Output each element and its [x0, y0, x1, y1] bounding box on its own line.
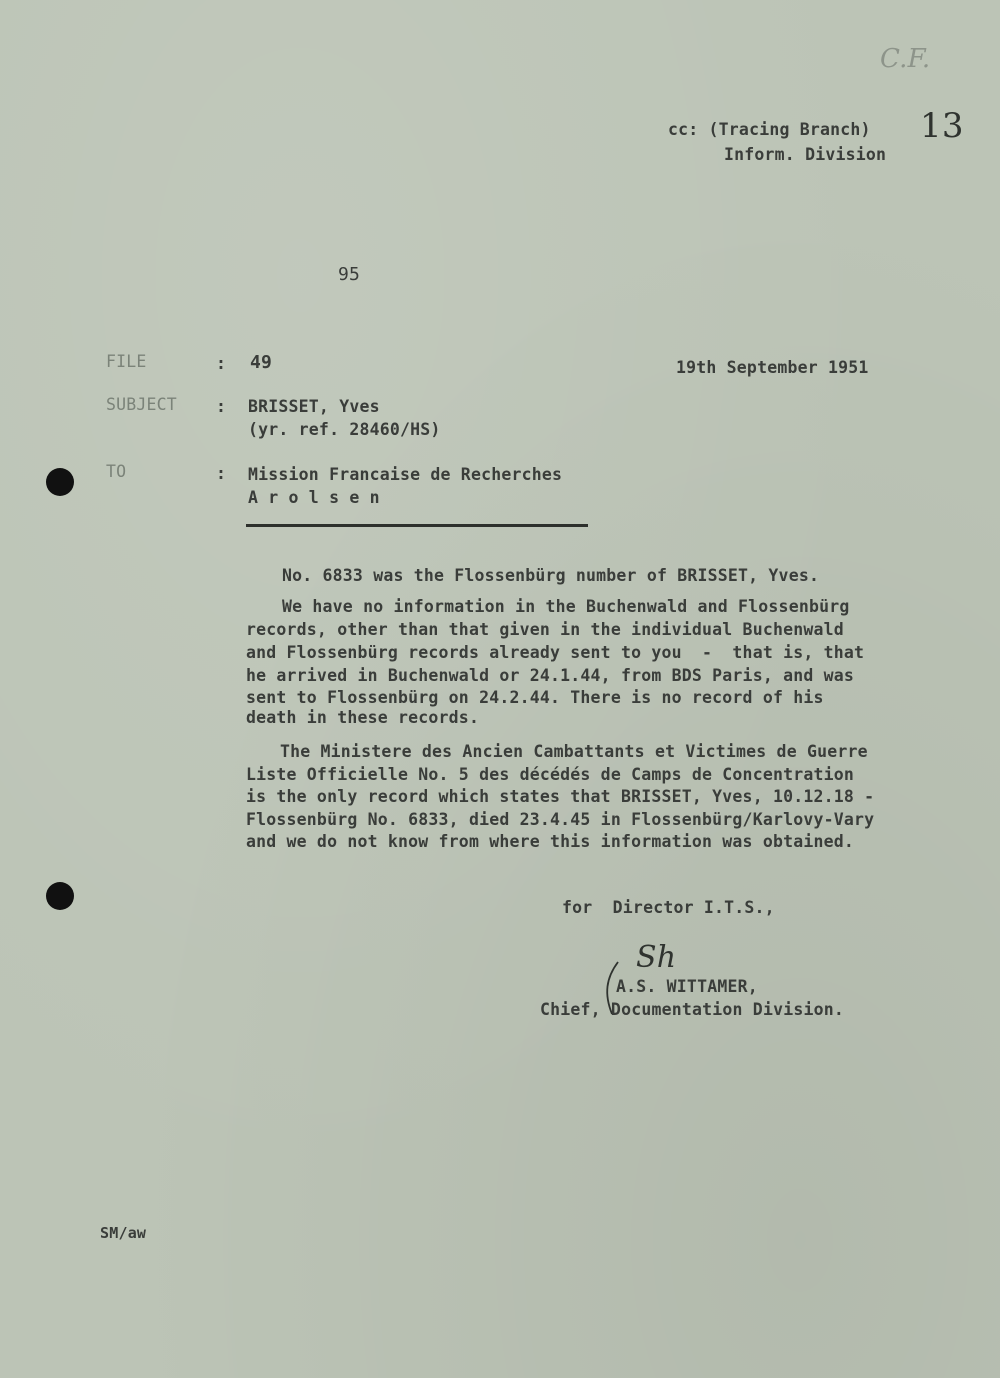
cc-line-2: Inform. Division [724, 145, 887, 164]
paragraph-3-line: The Ministere des Ancien Cambattants et Victimes de Guerre [280, 742, 868, 761]
paragraph-3-line: and we do not know from where this information was obtained. [246, 832, 855, 851]
file-label: FILE [106, 352, 147, 371]
cc-line-1: cc: (Tracing Branch) [668, 120, 871, 139]
to-location: A r o l s e n [248, 488, 380, 507]
paragraph-2-line: he arrived in Buchenwald or 24.1.44, from BDS Paris, and was [246, 666, 855, 685]
paragraph-2-line: records, other than that given in the individual Buchenwald [246, 620, 844, 639]
signature-initials: Sh [636, 940, 677, 975]
page-number: 13 [920, 106, 964, 146]
letter-date: 19th September 1951 [676, 358, 869, 377]
body-paragraph-1: No. 6833 was the Flossenbürg number of BRISSET, Yves. [282, 566, 820, 585]
file-value: 49 [250, 352, 273, 373]
signature-for-line: for Director I.T.S., [562, 898, 775, 917]
paragraph-2-line: death in these records. [246, 708, 480, 727]
header-separator-line [246, 524, 588, 527]
paragraph-2-line: sent to Flossenbürg on 24.2.44. There is no record of his [246, 688, 824, 707]
signatory-name: A.S. WITTAMER, [616, 977, 758, 996]
paragraph-3-line: is the only record which states that BRISSET, Yves, 10.12.18 - [246, 787, 875, 806]
paragraph-2-line: We have no information in the Buchenwald and Flossenbürg [282, 597, 850, 616]
punch-hole-bottom [46, 882, 74, 910]
to-separator: : [216, 464, 227, 483]
subject-reference: (yr. ref. 28460/HS) [248, 420, 441, 439]
subject-label: SUBJECT [106, 395, 177, 414]
punch-hole-top [46, 468, 74, 496]
file-separator: : [216, 354, 227, 373]
stamp-number: 95 [338, 264, 361, 285]
to-recipient: Mission Francaise de Recherches [248, 465, 563, 484]
typist-reference: SM/aw [100, 1224, 147, 1242]
handwritten-code: C.F. [880, 44, 931, 74]
paragraph-3-line: Liste Officielle No. 5 des décédés de Camps de Concentration [246, 765, 855, 784]
to-label: TO [106, 462, 127, 481]
subject-separator: : [216, 397, 227, 416]
subject-name: BRISSET, Yves [248, 397, 380, 416]
paragraph-2-line: and Flossenbürg records already sent to you - that is, that [246, 643, 865, 662]
paragraph-3-line: Flossenbürg No. 6833, died 23.4.45 in Flossenbürg/Karlovy-Vary [246, 810, 875, 829]
signatory-title: Chief, Documentation Division. [540, 1000, 845, 1019]
